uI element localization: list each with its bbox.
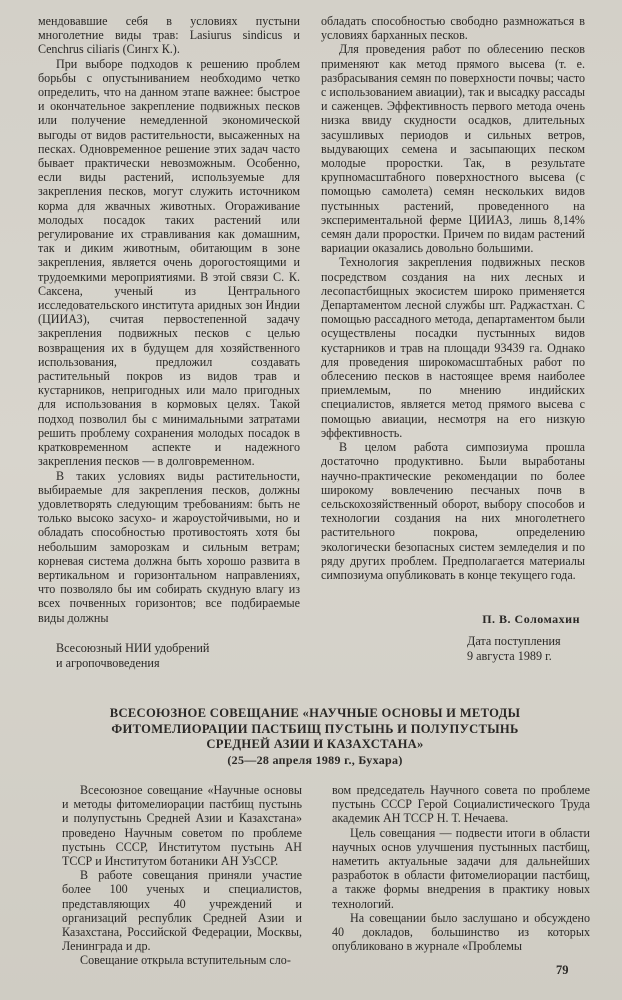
received-date: 9 августа 1989 г. bbox=[467, 649, 552, 663]
author-affiliation bbox=[56, 641, 316, 671]
paragraph: обладать способностью свободно размножаться в условиях барханных песков. bbox=[321, 14, 585, 43]
author-name: П. В. Соломахин bbox=[482, 612, 580, 626]
paragraph: Цель совещания — подвести итоги в области научных основ улучшения пустынных пастбищ, наметить актуальные задачи для дальнейших разработок в области фитомелиорации пастбищ, а также формы внедрения в практику новых технологий. bbox=[332, 825, 590, 911]
paragraph: вом председатель Научного совета по проблеме пустынь СССР Герой Социалистического Труда академик АН ТССР Н. Т. Нечаева. bbox=[332, 783, 590, 826]
received-label: Дата поступления bbox=[467, 634, 561, 648]
paragraph: Технология закрепления подвижных песков посредством создания на них лесных и лесопастбищных экосистем широко применяется Департаментом лесной службы шт. Раджастхан. С помощью рассадного метода, департаментом были осуществлены посадки пустынных видов кустарников и трав на площади 93439 га. Однако для проведения широкомасштабных работ по облесению песков в настоящее время наиболее приемлемым, по мнению индийских специалистов, является метод прямого высева с помощью авиации, несмотря на его низкую эффективность. bbox=[321, 255, 585, 440]
article-heading bbox=[60, 706, 570, 768]
paragraph: мендовавшие себя в условиях пустыни многолетние виды трав: Lasiurus sindicus и Cenchrus ciliaris (Сингх К.). bbox=[38, 14, 300, 57]
paragraph: В работе совещания приняли участие более 100 ученых и специалистов, представляющих 40 учреждений и организаций республик Средней Азии и Казахстана, Российской Федерации, Москвы, Ленинграда и др. bbox=[62, 868, 302, 954]
right-column-bottom bbox=[332, 783, 590, 953]
received-date-block bbox=[467, 634, 597, 664]
left-column-bottom bbox=[62, 783, 302, 968]
page-number: 79 bbox=[556, 963, 569, 977]
right-column-top bbox=[321, 14, 585, 582]
paragraph: Для проведения работ по облесению песков применяют как метод прямого высева (т. е. разбрасывания семян по поверхности почвы; часто с использованием авиации), так и высадку рассады и саженцев. Эффективность первого метода очень низка ввиду скудности осадков, длительных засушливых периодов и сильных ветров, выдувающих семена и засыпающих песком молодые проростки. Так, в результате крупномасштабного поверхностного высева (с помощью самолета) семян нескольких видов пустынных растений, проведенного на экспериментальной ферме ЦИИАЗ, лишь 8,14% семян дали проростки. Причем по видам растений вариации оказались довольно большими. bbox=[321, 42, 585, 256]
heading-line: ВСЕСОЮЗНОЕ СОВЕЩАНИЕ «НАУЧНЫЕ ОСНОВЫ И МЕТОДЫ bbox=[109, 706, 521, 720]
affiliation-line: и агропочвоведения bbox=[56, 656, 160, 670]
paragraph: Совещание открыла вступительным сло- bbox=[80, 953, 291, 968]
heading-line: СРЕДНЕЙ АЗИИ И КАЗАХСТАНА» bbox=[206, 737, 424, 751]
left-column-top bbox=[38, 14, 300, 625]
affiliation-line: Всесоюзный НИИ удобрений bbox=[56, 641, 210, 655]
paragraph: На совещании было заслушано и обсуждено 40 докладов, большинство из которых опубликовано в журнале «Проблемы bbox=[332, 910, 590, 954]
paragraph: В таких условиях виды растительности, выбираемые для закрепления песков, должны удовлетворять следующим требованиям: быть не только высоко засухо- и жароустойчивыми, но и обладать способностью противостоять хотя бы небольшим заморозкам и сильным ветрам; корневая система должна быть хорошо развита в вертикальном и горизонтальном направлениях, что позволяло бы им собирать скудную влагу из всех почвенных горизонтов; все подбираемые виды должны bbox=[38, 468, 300, 625]
heading-line: ФИТОМЕЛИОРАЦИИ ПАСТБИЩ ПУСТЫНЬ И ПОЛУПУСТЫНЬ bbox=[111, 721, 519, 736]
heading-date: (25—28 апреля 1989 г., Бухара) bbox=[227, 752, 403, 767]
paragraph: Всесоюзное совещание «Научные основы и методы фитомелиорации пастбищ пустынь и полупустынь Средней Азии и Казахстана» проведено Научным советом по проблеме пустынь СССР, Институтом пустынь АН ТССР и Институтом ботаники АН УзССР. bbox=[62, 783, 302, 869]
paragraph: При выборе подходов к решению проблем борьбы с опустыниванием необходимо четко определить, что на данном этапе важнее: быстрое и окончательное закрепление подвижных песков или получение немедленной экономической выгоды от видов растительности, высаженных на песках. Одновременное решение этих задач часто бывает практически невозможным. Особенно, если виды растений, используемые для закрепления песков, могут служить источником корма для жвачных животных. Огораживание молодых посадок таких растений или регулирование их стравливания как домашним, так и диким животным, обитающим в зоне закрепления, является очень дорогостоящими и трудоемкими мероприятиями. В этой связи С. К. Саксена, ученый из Центрального исследовательского института аридных зон Индии (ЦИИАЗ), считая первостепенной задачу закрепления подвижных песков с целью возвращения их в будущем для хозяйственного использования, предложил создавать растительный покров из видов трав и кустарников, непригодных или мало пригодных для использования в кормовых целях. Такой подход позволил бы с минимальными затратами решить проблему сохранения молодых посадок в кратковременном аспекте и надежного закрепления песков — в долговременном. bbox=[38, 56, 300, 469]
paragraph: В целом работа симпозиума прошла достаточно продуктивно. Были выработаны научно-практические рекомендации по более широкому вовлечению песчаных почв в сельскохозяйственный оборот, выбору способов и технологии создания на них многолетнего растительного покрова, определению экологически безопасных систем земледелия и по ряду других проблем. Предполагается материалы симпозиума опубликовать в конце текущего года. bbox=[321, 440, 585, 582]
